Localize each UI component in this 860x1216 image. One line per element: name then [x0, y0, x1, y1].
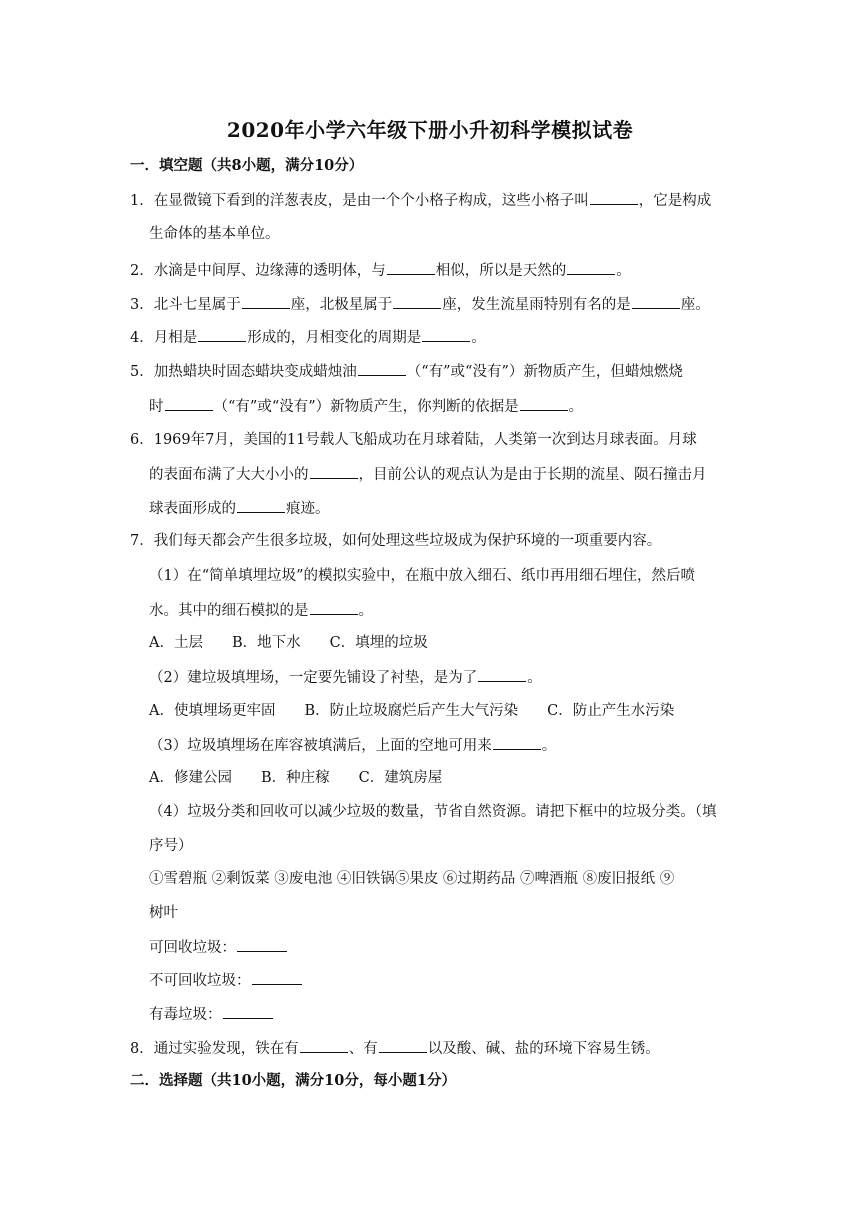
- question-3: [130, 294, 710, 315]
- q2-text-c: 。: [616, 263, 631, 279]
- answer-blank: [223, 1004, 273, 1019]
- q8-text-b: 、有: [348, 1041, 378, 1057]
- q2-text-b: 相似，所以是天然的: [435, 263, 567, 279]
- question-6-cont: [149, 464, 707, 485]
- q7-part2-options: A．使填埋场更牢固 B．防止垃圾腐烂后产生大气污染 C．防止产生水污染: [149, 703, 675, 719]
- q3-text-c: 座，发生流星雨特别有名的是: [442, 297, 631, 313]
- answer-blank: [422, 327, 470, 342]
- q5-text-b: （“有”或“没有”）新物质产生，但蜡烛燃烧: [406, 364, 683, 380]
- question-1: [130, 190, 711, 211]
- recycle-label: 可回收垃圾：: [149, 940, 236, 956]
- question-1-cont: 生命体的基本单位。: [149, 226, 280, 242]
- answer-blank: [358, 361, 406, 376]
- q8-text: 8．通过实验发现，铁在有: [130, 1041, 299, 1057]
- answer-blank: [242, 294, 290, 309]
- q7-part1: （1）在“简单填埋垃圾”的模拟实验中，在瓶中放入细石、纸巾再用细石埋住，然后喷: [149, 568, 696, 584]
- answer-blank: [393, 294, 441, 309]
- answer-blank: [237, 498, 285, 513]
- q4-text-c: 。: [471, 330, 486, 346]
- q6-text-e: 痕迹。: [286, 501, 330, 517]
- nonrecycle-label: 不可回收垃圾：: [149, 973, 251, 989]
- answer-blank: [198, 327, 246, 342]
- q7-part2: [149, 667, 542, 688]
- recycle-field: [149, 937, 288, 958]
- answer-blank: [252, 970, 302, 985]
- question-5-cont: [149, 396, 583, 417]
- answer-blank: [478, 667, 526, 682]
- toxic-field: [149, 1004, 274, 1025]
- q7-part1-options: A．土层 B．地下水 C．填埋的垃圾: [149, 635, 428, 651]
- q7-items: ①雪碧瓶 ②剩饭菜 ③废电池 ④旧铁锅⑤果皮 ⑥过期药品 ⑦啤酒瓶 ⑧废旧报纸 ⑨: [149, 871, 675, 887]
- q7-items-cont: 树叶: [149, 905, 178, 921]
- q7-part4-cont: 序号）: [149, 838, 193, 854]
- nonrecycle-field: [149, 970, 303, 991]
- answer-blank: [300, 1038, 348, 1053]
- answer-blank: [387, 260, 435, 275]
- question-8: [130, 1038, 660, 1059]
- q7-p3-text: （3）垃圾填埋场在库容被填满后，上面的空地可用来: [149, 738, 492, 754]
- q8-text-c: 以及酸、碱、盐的环境下容易生锈。: [427, 1041, 660, 1057]
- question-6-cont2: [149, 498, 330, 519]
- q7-p1-end: 。: [358, 603, 373, 619]
- section-2-heading: 二．选择题（共10小题，满分10分，每小题1分）: [130, 1072, 456, 1089]
- answer-blank: [567, 260, 615, 275]
- q5-text-c: 时: [149, 399, 164, 415]
- q2-text: 2．水滴是中间厚、边缘薄的透明体，与: [130, 263, 386, 279]
- answer-blank: [310, 464, 358, 479]
- answer-blank: [632, 294, 680, 309]
- q4-text-b: 形成的，月相变化的周期是: [247, 330, 422, 346]
- q6-text-b: 的表面布满了大大小小的: [149, 467, 309, 483]
- q7-part3: [149, 735, 556, 756]
- q5-text-e: 。: [568, 399, 584, 415]
- toxic-label: 有毒垃圾：: [149, 1007, 222, 1023]
- q4-text: 4．月相是: [130, 330, 198, 346]
- q5-text-d: （“有”或“没有”）新物质产生，你判断的依据是: [213, 399, 519, 415]
- answer-blank: [237, 937, 287, 952]
- q3-text: 3．北斗七星属于: [130, 297, 241, 313]
- q7-p2-text: （2）建垃圾填埋场，一定要先铺设了衬垫，是为了: [149, 670, 478, 686]
- q3-text-d: 座。: [680, 297, 710, 313]
- page-title: 2020年小学六年级下册小升初科学模拟试卷: [226, 118, 634, 142]
- q7-part3-options: A．修建公园 B．种庄稼 C．建筑房屋: [149, 770, 443, 786]
- q6-text-c: ，目前公认的观点认为是由于长期的流星、陨石撞击月: [358, 467, 707, 483]
- q7-p1-text: 水。其中的细石模拟的是: [149, 603, 309, 619]
- answer-blank: [310, 600, 358, 615]
- question-7: 7．我们每天都会产生很多垃圾，如何处理这些垃圾成为保护环境的一项重要内容。: [130, 533, 662, 549]
- q5-text: 5．加热蜡块时固态蜡块变成蜡烛油: [130, 364, 357, 380]
- answer-blank: [493, 735, 541, 750]
- question-4: [130, 327, 486, 348]
- q3-text-b: 座，北极星属于: [290, 297, 393, 313]
- q1-text-b: ，它是构成: [638, 193, 712, 209]
- q1-text: 1．在显微镜下看到的洋葱表皮，是由一个个小格子构成，这些小格子叫: [130, 193, 589, 209]
- section-1-heading: 一．填空题（共8小题，满分10分）: [130, 157, 364, 174]
- q7-p2-end: 。: [527, 670, 542, 686]
- answer-blank: [520, 396, 568, 411]
- question-5: [130, 361, 683, 382]
- q7-part4: （4）垃圾分类和回收可以减少垃圾的数量，节省自然资源。请把下框中的垃圾分类。（填: [149, 804, 717, 820]
- q7-p3-end: 。: [541, 738, 557, 754]
- answer-blank: [379, 1038, 427, 1053]
- question-2: [130, 260, 631, 281]
- answer-blank: [165, 396, 213, 411]
- q7-part1-cont: [149, 600, 373, 621]
- answer-blank: [590, 190, 638, 205]
- question-6: 6．1969年7月，美国的11号载人飞船成功在月球着陆，人类第一次到达月球表面。月球: [130, 432, 697, 448]
- q6-text-d: 球表面形成的: [149, 501, 236, 517]
